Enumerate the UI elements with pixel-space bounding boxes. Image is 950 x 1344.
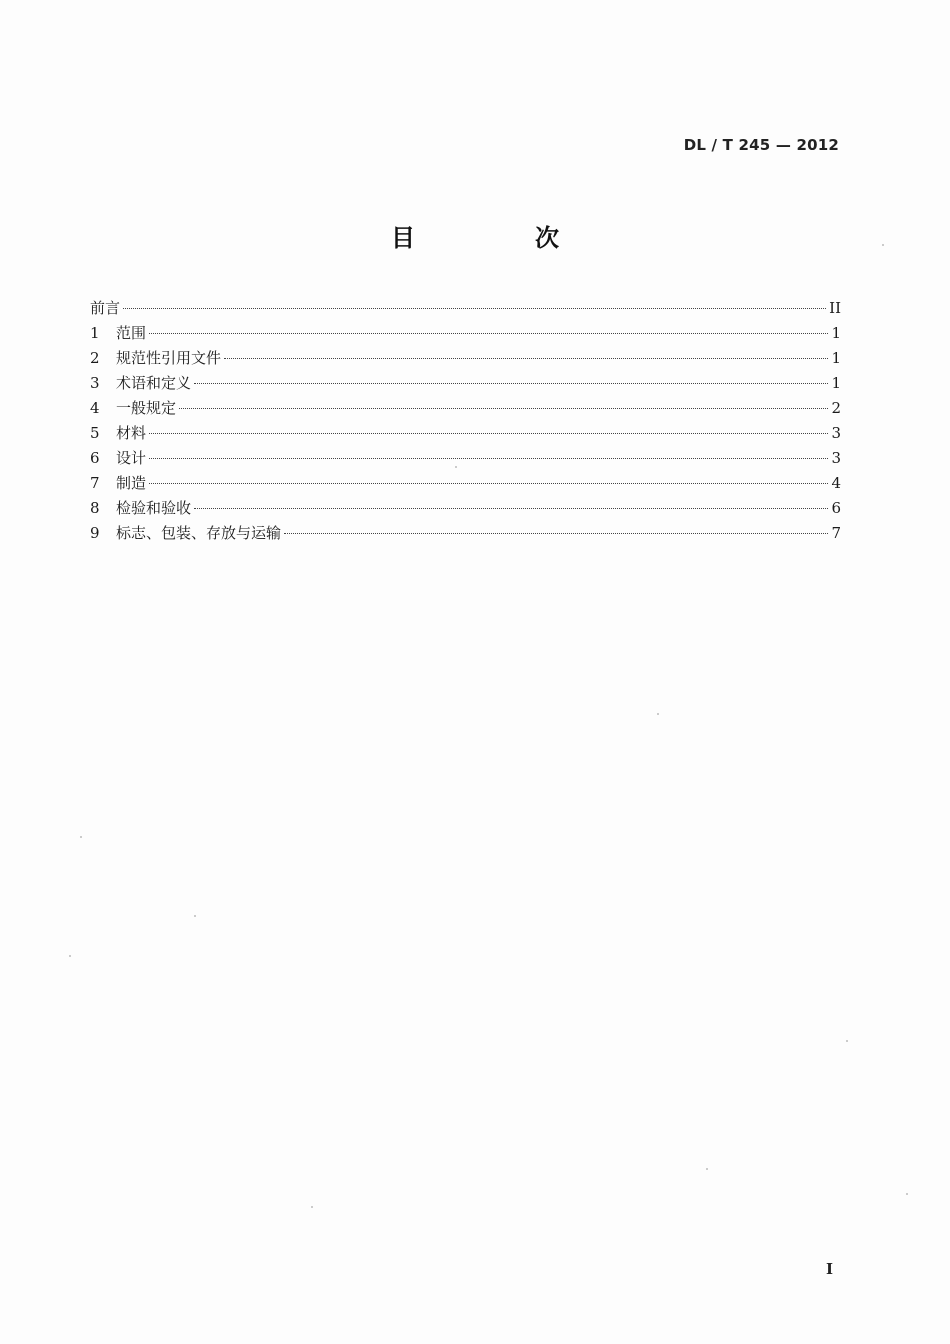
- toc-entry-number: 1: [90, 324, 100, 342]
- toc-leader-dots: [149, 458, 828, 459]
- toc-entry-2[interactable]: [90, 347, 841, 372]
- toc-leader-dots: [179, 408, 828, 409]
- toc-entry-number: 2: [90, 349, 100, 367]
- scan-speck: [657, 713, 659, 715]
- toc-entry-number: 7: [90, 474, 100, 492]
- toc-entry-number: 6: [90, 449, 100, 467]
- toc-entry-number: 9: [90, 524, 100, 542]
- toc-entry-label: 材料: [116, 424, 147, 442]
- scan-speck: [311, 1206, 313, 1208]
- toc-entry-page: 1: [831, 324, 841, 342]
- toc-leader-dots: [149, 433, 828, 434]
- toc-entry-page: 6: [831, 499, 841, 517]
- scan-speck: [846, 1040, 848, 1042]
- toc-entry-page: 7: [831, 524, 841, 542]
- table-of-contents: [90, 297, 841, 547]
- toc-entry-8[interactable]: [90, 497, 841, 522]
- toc-leader-dots: [149, 483, 828, 484]
- toc-entry-label: 一般规定: [116, 399, 177, 417]
- toc-leader-dots: [284, 533, 828, 534]
- toc-entry-label: 检验和验收: [116, 499, 192, 517]
- toc-entry-number: 5: [90, 424, 100, 442]
- toc-leader-dots: [194, 508, 828, 509]
- scan-speck: [194, 915, 196, 917]
- scan-speck: [455, 466, 457, 468]
- toc-entry-7[interactable]: [90, 472, 841, 497]
- page-number: I: [825, 1260, 833, 1278]
- toc-entry-page: 2: [831, 399, 841, 417]
- toc-entry-label: 规范性引用文件: [116, 349, 222, 367]
- toc-entry-5[interactable]: [90, 422, 841, 447]
- toc-entry-page: 3: [831, 424, 841, 442]
- toc-leader-dots: [194, 383, 828, 384]
- toc-entry-3[interactable]: [90, 372, 841, 397]
- toc-entry-page: 1: [831, 349, 841, 367]
- toc-entry-number: 8: [90, 499, 100, 517]
- toc-entry-label: 前言: [90, 299, 121, 317]
- toc-entry-label: 范围: [116, 324, 147, 342]
- toc-entry-1[interactable]: [90, 322, 841, 347]
- scan-speck: [906, 1193, 908, 1195]
- toc-entry-label: 标志、包装、存放与运输: [116, 524, 282, 542]
- page-title: 目 次: [391, 224, 607, 252]
- scan-speck: [69, 955, 71, 957]
- toc-entry-page: 3: [831, 449, 841, 467]
- scan-speck: [882, 244, 884, 246]
- toc-entry-number: 3: [90, 374, 100, 392]
- scan-speck: [706, 1168, 708, 1170]
- toc-entry-page: II: [829, 299, 841, 317]
- standard-code: DL / T 245 — 2012: [683, 136, 839, 154]
- toc-leader-dots: [224, 358, 828, 359]
- toc-entry-6[interactable]: [90, 447, 841, 472]
- toc-entry-label: 设计: [116, 449, 147, 467]
- toc-entry-page: 4: [831, 474, 841, 492]
- toc-entry-foreword[interactable]: [90, 297, 841, 322]
- toc-entry-page: 1: [831, 374, 841, 392]
- toc-entry-9[interactable]: [90, 522, 841, 547]
- toc-entry-number: 4: [90, 399, 100, 417]
- toc-entry-label: 术语和定义: [116, 374, 192, 392]
- toc-entry-label: 制造: [116, 474, 147, 492]
- scan-speck: [80, 836, 82, 838]
- toc-entry-4[interactable]: [90, 397, 841, 422]
- toc-leader-dots: [123, 308, 826, 309]
- toc-leader-dots: [149, 333, 828, 334]
